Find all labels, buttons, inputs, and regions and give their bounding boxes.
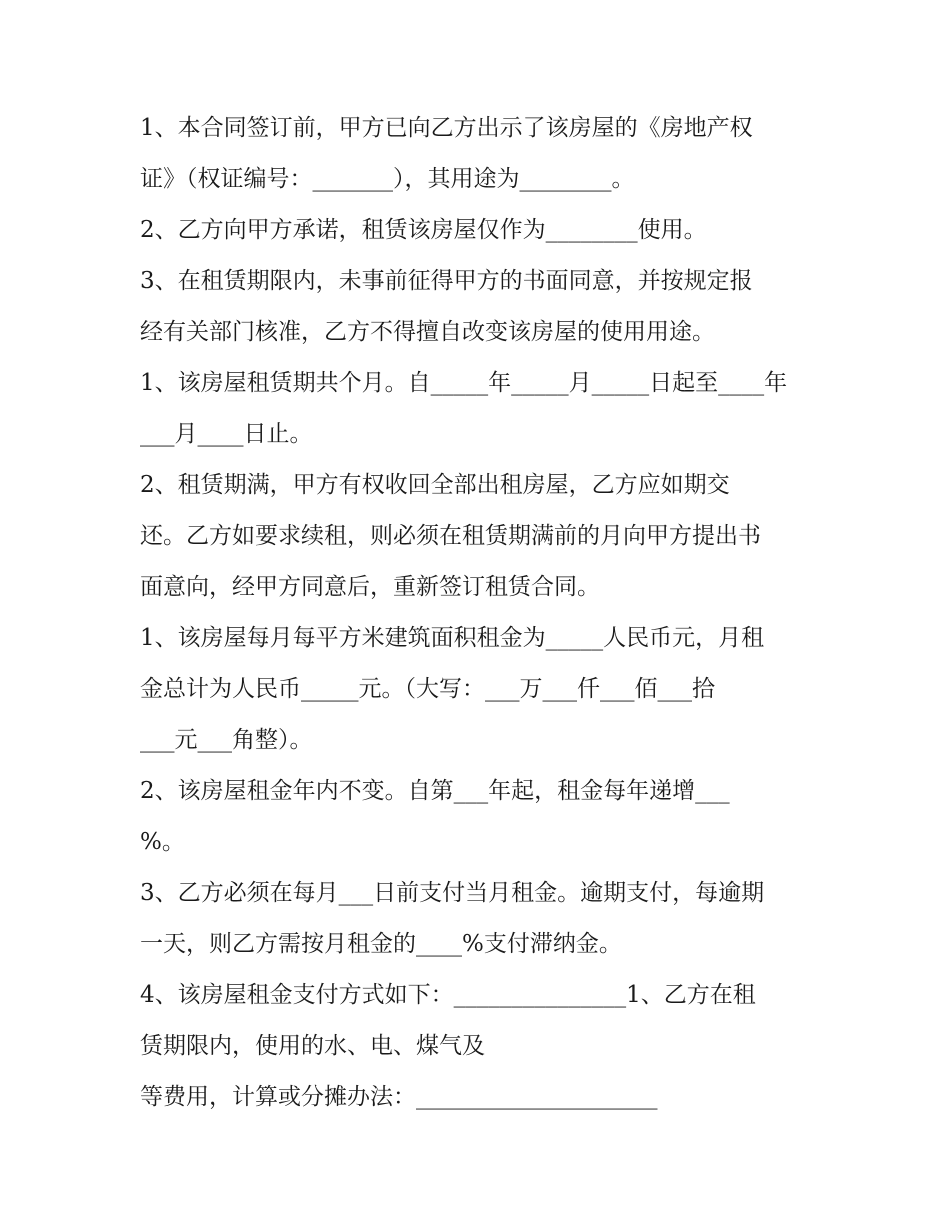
text-line: 证》（权证编号：_______），其用途为________。 xyxy=(140,166,635,192)
text-line: 1、该房屋每月每平方米建筑面积租金为_____人民币元，月租 xyxy=(140,625,765,651)
text-line: %。 xyxy=(140,829,185,855)
text-line: ___月____日止。 xyxy=(140,421,313,447)
text-line: 2、租赁期满，甲方有权收回全部出租房屋，乙方应如期交 xyxy=(140,472,730,498)
text-line: 2、乙方向甲方承诺，租赁该房屋仅作为________使用。 xyxy=(140,217,707,243)
text-line: 经有关部门核准，乙方不得擅自改变该房屋的使用用途。 xyxy=(140,319,715,345)
text-line: 1、该房屋租赁期共个月。自_____年_____月_____日起至____年 xyxy=(140,370,788,396)
text-line: 2、该房屋租金年内不变。自第___年起，租金每年递增___ xyxy=(140,778,730,804)
text-line: 等费用，计算或分摊办法：_____________________ xyxy=(140,1084,658,1110)
text-line: 4、该房屋租金支付方式如下：_______________1、乙方在租 xyxy=(140,982,756,1008)
text-line: 金总计为人民币_____元。（大写：___万___仟___佰___拾 xyxy=(140,676,715,702)
text-line: 3、在租赁期限内，未事前征得甲方的书面同意，并按规定报 xyxy=(140,268,753,294)
text-line: 3、乙方必须在每月___日前支付当月租金。逾期支付，每逾期 xyxy=(140,880,765,906)
text-line: 1、本合同签订前，甲方已向乙方出示了该房屋的《房地产权 xyxy=(140,115,753,141)
text-line: ___元___角整）。 xyxy=(140,727,313,753)
text-line: 一天，则乙方需按月租金的____%支付滞纳金。 xyxy=(140,931,622,957)
text-line: 赁期限内，使用的水、电、煤气及 xyxy=(140,1033,485,1059)
text-line: 面意向，经甲方同意后，重新签订租赁合同。 xyxy=(140,574,600,600)
contract-text xyxy=(140,103,820,1123)
text-line: 还。乙方如要求续租，则必须在租赁期满前的月向甲方提出书 xyxy=(140,523,761,549)
